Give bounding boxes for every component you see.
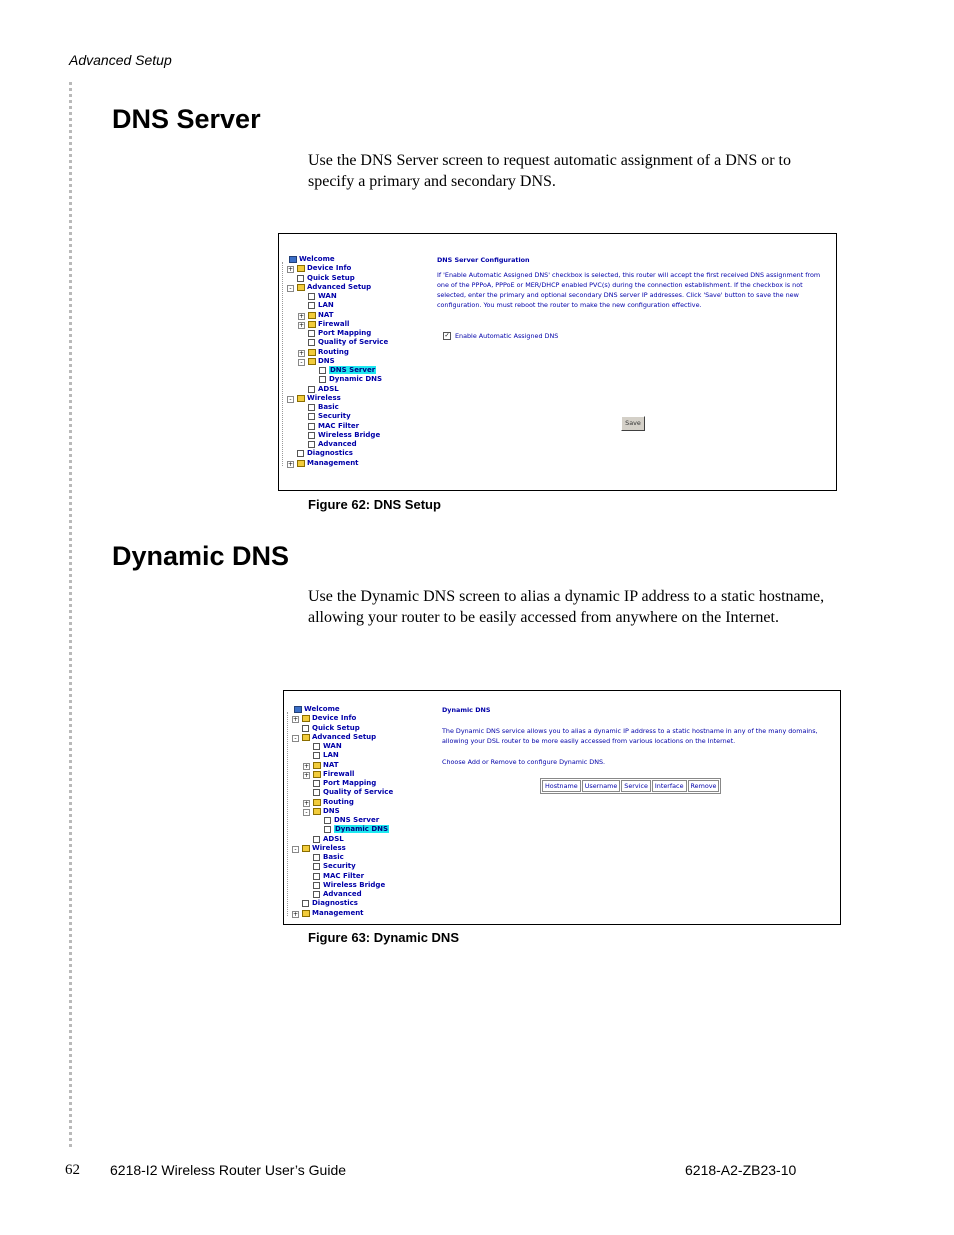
collapse-icon[interactable]: - [287,396,294,403]
globe-icon [289,256,297,263]
doc-icon [302,900,309,907]
tree-item-label: NAT [323,760,339,769]
doc-icon [308,423,315,430]
tree-item-label: DNS [318,356,335,365]
guide-title: 6218-I2 Wireless Router User’s Guide [110,1162,347,1178]
panel-description-line: allowing your DSL router to be more easily accessed from various locations on the Internet. [442,737,736,745]
tree-item-label: ADSL [318,384,339,393]
collapse-icon[interactable]: - [292,846,299,853]
tree-item-label: Advanced Setup [312,732,377,741]
doc-icon [313,882,320,889]
save-button[interactable]: Save [621,416,645,431]
doc-icon [324,826,331,833]
tree-item-label: Quick Setup [312,723,360,732]
tree-item-label: Routing [318,347,349,356]
doc-icon [319,367,326,374]
folder-icon [313,799,321,806]
tree-item-label: Advanced Setup [307,282,372,291]
running-header: Advanced Setup [69,52,172,68]
collapse-icon[interactable]: - [287,285,294,292]
folder-icon [297,395,305,402]
tree-item-label: Security [318,412,351,421]
panel-description-line: one of the PPPoA, PPPoE or MER/DHCP enabled PVC(s) during the connection establishment. If the checkbox is not [437,281,803,289]
tree-item-label: Basic [318,403,339,411]
tree-item-label: Advanced [323,890,362,898]
folder-icon [302,715,310,722]
expand-icon[interactable]: + [299,349,305,357]
tree-item-label: Routing [323,797,354,806]
tree-item-label: Port Mapping [323,779,377,787]
doc-icon [308,339,315,346]
ddns-panel [442,705,837,767]
tree-item-label: Welcome [304,705,340,713]
folder-icon [313,808,321,815]
tree-item-label: Wireless Bridge [323,880,386,889]
margin-rule [69,82,72,1147]
doc-icon [308,441,315,448]
folder-icon [302,845,310,852]
table-header-cell: Interface [652,780,687,792]
tree-item-label: DNS Server [334,816,380,824]
table-header-cell: Username [582,780,621,792]
panel-description-line: If 'Enable Automatic Assigned DNS' checkbox is selected, this router will accept the first received DNS assignment from [437,271,821,279]
expand-icon[interactable]: + [288,266,294,274]
doc-icon [313,836,320,843]
figure-63-caption: Figure 63: Dynamic DNS [308,930,459,945]
expand-icon[interactable]: + [299,321,305,329]
folder-icon [308,321,316,328]
tree-item-label: NAT [318,310,334,319]
auto-dns-checkbox[interactable]: ✓ [444,333,450,339]
expand-icon[interactable]: + [304,799,310,807]
tree-item-label: Basic [323,853,344,861]
doc-icon [313,780,320,787]
doc-icon [313,891,320,898]
folder-icon [308,349,316,356]
collapse-icon[interactable]: - [303,809,310,816]
expand-icon[interactable]: + [304,762,310,770]
doc-icon [297,275,304,282]
tree-item-label: Device Info [307,264,352,273]
tree-item-label: DNS [323,806,340,815]
doc-icon [308,432,315,439]
heading-dynamic-dns: Dynamic DNS [112,541,290,571]
dns-config-panel [437,255,832,310]
doc-icon [313,743,320,750]
tree-item-label: Advanced [318,440,357,448]
expand-icon[interactable]: + [293,716,299,724]
doc-icon [308,330,315,337]
tree-item-label: ADSL [323,834,344,843]
tree-item-label: WAN [323,742,342,750]
page-number: 62 [65,1162,80,1178]
panel-description-line: The Dynamic DNS service allows you to alias a dynamic IP address to a static hostname in any of the many domains, [442,727,818,735]
collapse-icon[interactable]: - [292,735,299,742]
doc-icon [319,376,326,383]
expand-icon[interactable]: + [304,771,310,779]
dynamic-dns-body: Use the Dynamic DNS screen to alias a dynamic IP address to a static hostname, allowing your router to be easily accessed from anywhere on the Internet. [308,588,825,626]
expand-icon[interactable]: + [288,460,294,468]
tree-item-label: Security [323,862,356,871]
heading-dns-server: DNS Server [112,104,261,134]
tree-item-label: Quick Setup [307,273,355,282]
doc-icon [308,293,315,300]
panel-title: Dynamic DNS [442,706,491,714]
panel-description-line: configuration. You must reboot the router to make the new configuration effective. [437,301,702,309]
tree-item-label: MAC Filter [323,871,365,880]
panel-title: DNS Server Configuration [437,256,530,264]
panel-description-line: selected, enter the primary and optional secondary DNS server IP addresses. Click 'Save' button to save the new [437,291,799,299]
tree-item-label: Firewall [318,319,350,328]
doc-icon [313,854,320,861]
panel-instruction: Choose Add or Remove to configure Dynamic DNS. [442,758,606,766]
doc-icon [302,725,309,732]
tree-item-label: Diagnostics [312,899,358,908]
expand-icon[interactable]: + [293,910,299,918]
tree-guide-line [282,262,283,466]
doc-icon [313,789,320,796]
tree-item-label: Management [307,458,359,467]
dns-setup-screenshot [278,233,837,491]
folder-icon [302,734,310,741]
tree-item-label: Firewall [323,769,355,778]
tree-item-label: Quality of Service [318,338,389,347]
doc-icon [324,817,331,824]
tree-item-label: Quality of Service [323,788,394,797]
folder-icon [302,910,310,917]
doc-icon [313,752,320,759]
folder-icon [308,312,316,319]
doc-icon [308,404,315,411]
tree-item-label: Wireless Bridge [318,430,381,439]
table-header-cell: Service [621,780,651,792]
folder-icon [297,265,305,272]
collapse-icon[interactable]: - [298,359,305,366]
folder-icon [313,762,321,769]
table-header-cell: Remove [688,780,720,792]
globe-icon [294,706,302,713]
tree-item-label: Wireless [307,393,341,402]
tree-guide-line [287,712,288,916]
tree-item-label: WAN [318,292,337,300]
table-header-cell: Hostname [542,780,581,792]
tree-item-label: Wireless [312,843,346,852]
figure-62-caption: Figure 62: DNS Setup [308,497,441,512]
tree-item-label: Diagnostics [307,449,353,458]
doc-number: 6218-A2-ZB23-10 [685,1162,797,1178]
tree-item-label: Dynamic DNS [335,825,389,834]
auto-dns-checkbox-label: Enable Automatic Assigned DNS [455,332,559,340]
tree-item-label: MAC Filter [318,421,360,430]
tree-item-label: LAN [318,301,334,310]
doc-icon [313,873,320,880]
folder-icon [313,771,321,778]
table-header-row [542,780,719,792]
tree-item-label: Management [312,908,364,917]
doc-icon [313,863,320,870]
doc-icon [308,413,315,420]
expand-icon[interactable]: + [299,312,305,320]
tree-item-label: Dynamic DNS [329,375,383,384]
ddns-table [540,778,721,794]
folder-icon [297,284,305,291]
tree-item-label: Device Info [312,714,357,723]
doc-icon [308,386,315,393]
dns-server-body: Use the DNS Server screen to request automatic assignment of a DNS or to specify a primary and secondary DNS. [308,152,791,190]
tree-item-label: Port Mapping [318,329,372,337]
dynamic-dns-screenshot [283,690,841,925]
tree-item-label: Welcome [299,255,335,263]
tree-item-label: LAN [323,751,339,760]
doc-icon [308,302,315,309]
folder-icon [308,358,316,365]
folder-icon [297,460,305,467]
doc-icon [297,450,304,457]
tree-item-label: DNS Server [330,366,376,374]
